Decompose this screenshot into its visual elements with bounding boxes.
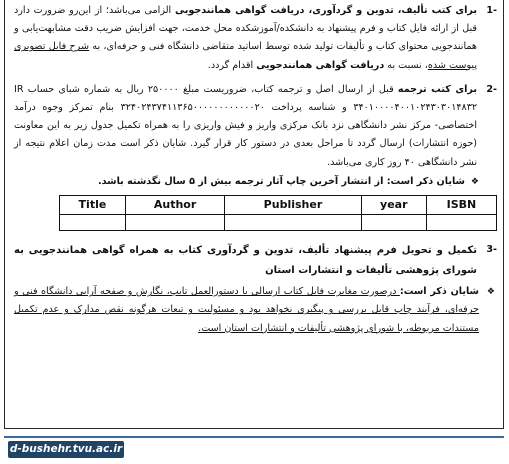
item-2-note [14,173,497,191]
table-header-year: year [361,196,426,215]
table-header-publisher: Publisher [225,196,361,215]
table-cell [125,215,224,231]
table-cell [60,215,126,231]
item-1-text-c: اقدام گردد. [207,59,257,71]
item-1-underlined: شرح فایل تصویری پیوست شده [14,41,477,71]
footer-divider [4,436,504,438]
footer-site-link[interactable]: d-bushehr.tvu.ac.ir [8,441,124,458]
item-3-note-text: درصورت مغایرت فایل کتاب ارسالی با دستورالعمل تایپ، نگارش و صفحه آرایی دانشگاه فنی و حرفه‌ای، فرآیند چاپ قابل بررسی و پیگیری نخواهد بود و مسئولیت و تبعات هرگونه نقص مدارک و عدم تکمیل مستندات مربوطه، با شورای پژوهشی تألیفات و انتشارات استان است. [14,286,479,334]
item-2-text: قبل از ارسال اصل و ترجمه کتاب، ضروریست مبلغ ۲۵۰۰۰۰ ریال به شماره شبای حساب IR ۳۴۰۱۰۰۰۰۴۰۰۱۰۲۴۳۰۳۰۱۴۸۳۲ و شناسه پرداخت ۳۲۴۰۲۴۳۷۴۱۱۳۶۵۰۰۰۰۰۰۰۰۰۰۰۰۲۰ بنام تمرکز وجوه درآمد اختصاصی- مرکز نشر دانشگاهی نزد بانک مرکزی واریز و فیش واریزی را به همراه تکمیل جدول زیر به این معاونت (حوزه انتشارات) ارسال گردد تا مراحل بعدی در دستور کار قرار گیرد. شایان ذکر است مدت زمان اعلام نتیجه از نشر دانشگاهی ۴۰ روز کاری می‌باشد. [14,83,477,168]
table-header-title: Title [60,196,126,215]
item-3-note [14,283,497,338]
table-cell [426,215,496,231]
table-header-author: Author [125,196,224,215]
footer-bar [4,429,504,464]
item-2-number: -2 [486,83,497,95]
item-2-title: برای کتب ترجمه [397,83,477,95]
table-cell [225,215,361,231]
diamond-bullet-icon: ❖ [486,287,495,298]
item-2 [14,81,497,172]
table-cell [361,215,426,231]
item-1 [14,2,497,75]
item-3-title: تکمیل و تحویل فرم پیشنهاد تألیف، تدوین و گردآوری کتاب به همراه گواهی همانندجویی به شورای پژوهشی تألیفات و انتشارات استان [14,245,477,277]
item-3 [14,241,497,281]
item-1-bold-end: دریافت گواهی همانندجویی [256,59,385,71]
table-row [60,215,497,231]
table-header-row [60,196,497,215]
item-2-note-text: شایان ذکر است: از انتشار آخرین چاپ آثار ترجمه بیش از ۵ سال نگذشته باشد. [97,175,465,187]
item-1-text-a: الزامی می‌باشد؛ از این‌رو ضرورت دارد قبل از ارائه فایل کتاب و فرم پیشنهاد به دانشکده/آموزشکده محل خدمت، جهت افزایش ضریب دقت مشابهت‌یابی و همانندجویی محتوای کتاب و تألیفات تولید شده توسط اساتید متقاضی دانشگاه فنی و حرفه‌ای، به [14,5,477,53]
item-1-text-b: ، نسبت به [384,59,428,71]
item-1-title: برای کتب تألیف، تدوین و گردآوری، دریافت گواهی همانندجویی [175,5,477,16]
item-3-note-label: شایان ذکر است: [399,286,479,298]
bibliographic-table [59,195,497,231]
item-1-number: -1 [486,5,497,16]
document-body [14,2,497,338]
diamond-bullet-icon: ❖ [470,176,479,187]
table-header-isbn: ISBN [426,196,496,215]
item-3-number: -3 [486,244,497,256]
